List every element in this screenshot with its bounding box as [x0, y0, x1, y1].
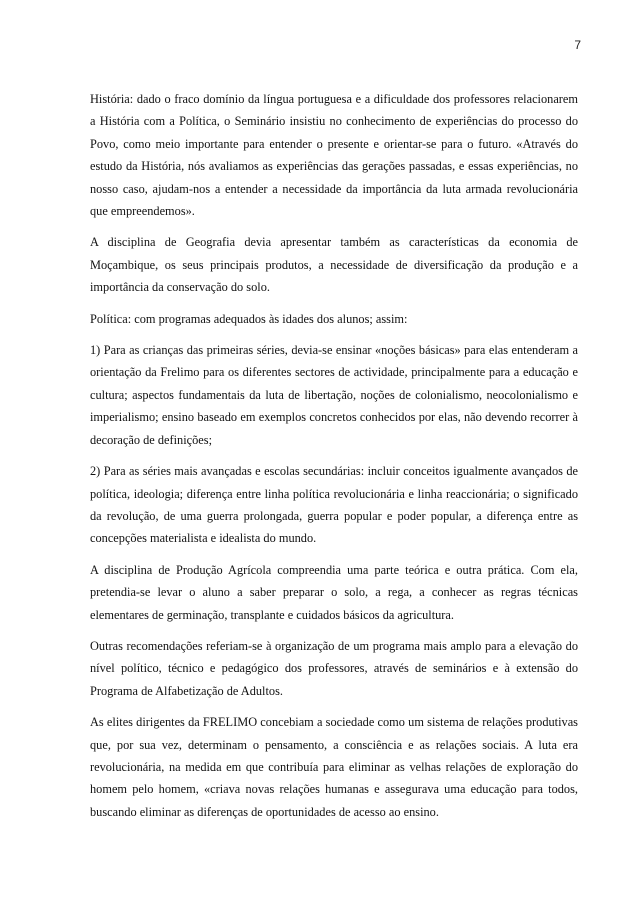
- paragraph-item-1: 1) Para as crianças das primeiras séries, devia-se ensinar «noções básicas» para elas entenderam a orientação da Frelimo para os diferentes sectores de actividade, principalmente para a educação e cultura; aspectos fundamentais da luta de libertação, noções de colonialismo, neocolonialismo e imperialismo; ensino baseado em exemplos concretos conhecidos por elas, não devendo recorrer à decoração de definições;: [90, 343, 578, 447]
- paragraph-producao-agricola: A disciplina de Produção Agrícola compreendia uma parte teórica e outra prática. Com ela, pretendia-se levar o aluno a saber preparar o solo, a rega, a conhecer as regras técnicas elementares de germinação, transplante e cuidados básicos da agricultura.: [90, 562, 578, 622]
- paragraph-outras-recomendacoes: Outras recomendações referiam-se à organização de um programa mais amplo para a elevação do nível político, técnico e pedagógico dos professores, através de seminários e à extensão do Programa de Alfabetização de Adultos.: [90, 638, 578, 698]
- paragraph-item-2: 2) Para as séries mais avançadas e escolas secundárias: incluir conceitos igualmente avançados de política, ideologia; diferença entre linha política revolucionária e linha reaccionária; o significado da revolução, de uma guerra prolongada, guerra popular e poder popular, a diferença entre as concepções materialista e idealista do mundo.: [90, 464, 578, 546]
- paragraph-historia: História: dado o fraco domínio da língua portuguesa e a dificuldade dos professores relacionarem a História com a Política, o Seminário insistiu no conhecimento de experiências do processo do Povo, como meio importante para entender o presente e orientar-se para o futuro. «Através do estudo da História, nós avaliamos as experiências das gerações passadas, e essas experiências, no nosso caso, ajudam-nos a entender a necessidade da importância da luta armada revolucionária que empreendemos».: [90, 92, 578, 219]
- document-body: [90, 88, 578, 832]
- paragraph-elites-dirigentes: As elites dirigentes da FRELIMO concebiam a sociedade como um sistema de relações produtivas que, por sua vez, determinam o pensamento, a consciência e as relações sociais. A luta era revolucionária, na medida em que contribuía para eliminar as velhas relações de exploração do homem pelo homem, «criava novas relações humanas e assegurava uma educação para todos, buscando eliminar as diferenças de oportunidades de acesso ao ensino.: [90, 715, 578, 819]
- page-number: 7: [574, 38, 581, 52]
- paragraph-politica: Política: com programas adequados às idades dos alunos; assim:: [90, 311, 408, 326]
- paragraph-geografia: A disciplina de Geografia devia apresentar também as características da economia de Moçambique, os seus principais produtos, a necessidade de diversificação da produção e a importância da conservação do solo.: [90, 235, 578, 295]
